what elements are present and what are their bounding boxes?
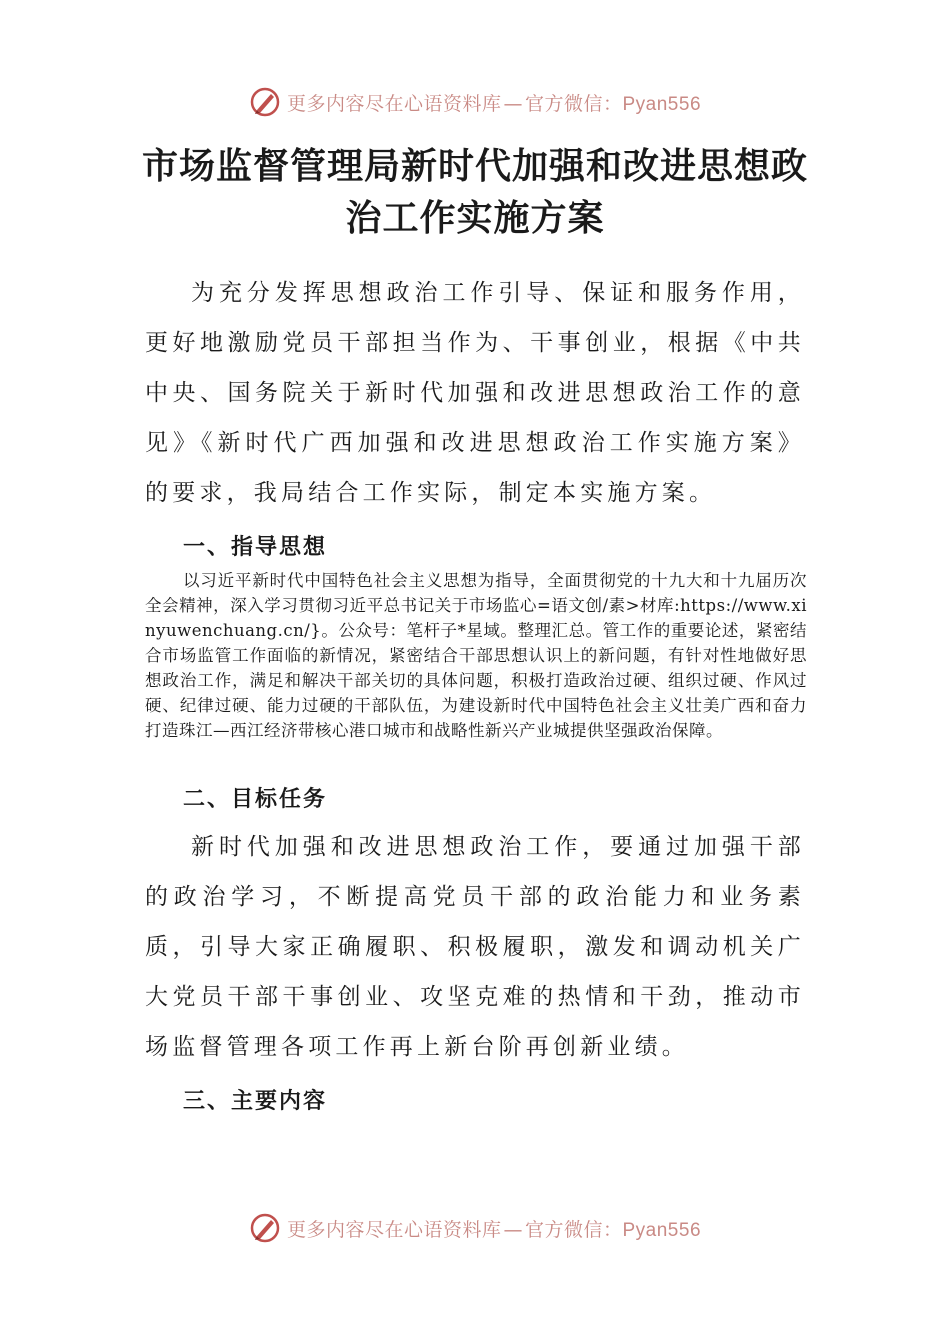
watermark-separator: — (503, 1218, 523, 1241)
watermark-footer (0, 1212, 950, 1244)
watermark-text (287, 89, 701, 116)
watermark-separator: — (503, 92, 523, 115)
section-heading-goals: 二、目标任务 (183, 787, 328, 812)
watermark-contact-label: 官方微信： (524, 92, 623, 115)
pen-logo-icon (249, 86, 281, 118)
watermark-contact-id: Pyan556 (622, 93, 702, 115)
section-body-guiding-ideology: 以习近平新时代中国特色社会主义思想为指导，全面贯彻党的十九大和十九届历次全会精神，深入学习贯彻习近平总书记关于市场监心=语文创/素>材库:https://www.xinyuwenchuang.cn/}。公众号：笔杆子*星域。整理汇总。管工作的重要论述，紧密结合市场监管工作面临的新情况，紧密结合干部思想认识上的新问题，有针对性地做好思想政治工作，满足和解决干部关切的具体问题，积极打造政治过硬、组织过硬、作风过硬、纪律过硬、能力过硬的干部队伍，为建设新时代中国特色社会主义壮美广西和奋力打造珠江—西江经济带核心港口城市和战略性新兴产业城提供坚强政治保障。 (145, 571, 807, 740)
watermark-brand: 更多内容尽在心语资料库 (286, 1218, 502, 1241)
section-heading-guiding-ideology: 一、指导思想 (183, 535, 328, 560)
watermark-brand: 更多内容尽在心语资料库 (286, 92, 502, 115)
pen-logo-icon (249, 1212, 281, 1244)
section-body-goals: 新时代加强和改进思想政治工作，要通过加强干部的政治学习，不断提高党员干部的政治能力和业务素质，引导大家正确履职、积极履职，激发和调动机关广大党员干部干事创业、攻坚克难的热情和干劲，推动市场监督管理各项工作再上新台阶再创新业绩。 (145, 834, 805, 1060)
title-line-1: 市场监督管理局新时代加强和改进思想政 (141, 145, 808, 187)
watermark-contact-label: 官方微信： (524, 1218, 623, 1241)
document-title (0, 140, 950, 244)
watermark-contact-id: Pyan556 (622, 1219, 702, 1241)
watermark-header (0, 86, 950, 118)
intro-paragraph: 为充分发挥思想政治工作引导、保证和服务作用，更好地激励党员干部担当作为、干事创业，根据《中共中央、国务院关于新时代加强和改进思想政治工作的意见》《新时代广西加强和改进思想政治工作实施方案》的要求，我局结合工作实际，制定本实施方案。 (145, 280, 805, 506)
section-heading-main-content: 三、主要内容 (183, 1089, 328, 1114)
watermark-text (287, 1215, 701, 1242)
title-line-2: 治工作实施方案 (345, 197, 605, 239)
